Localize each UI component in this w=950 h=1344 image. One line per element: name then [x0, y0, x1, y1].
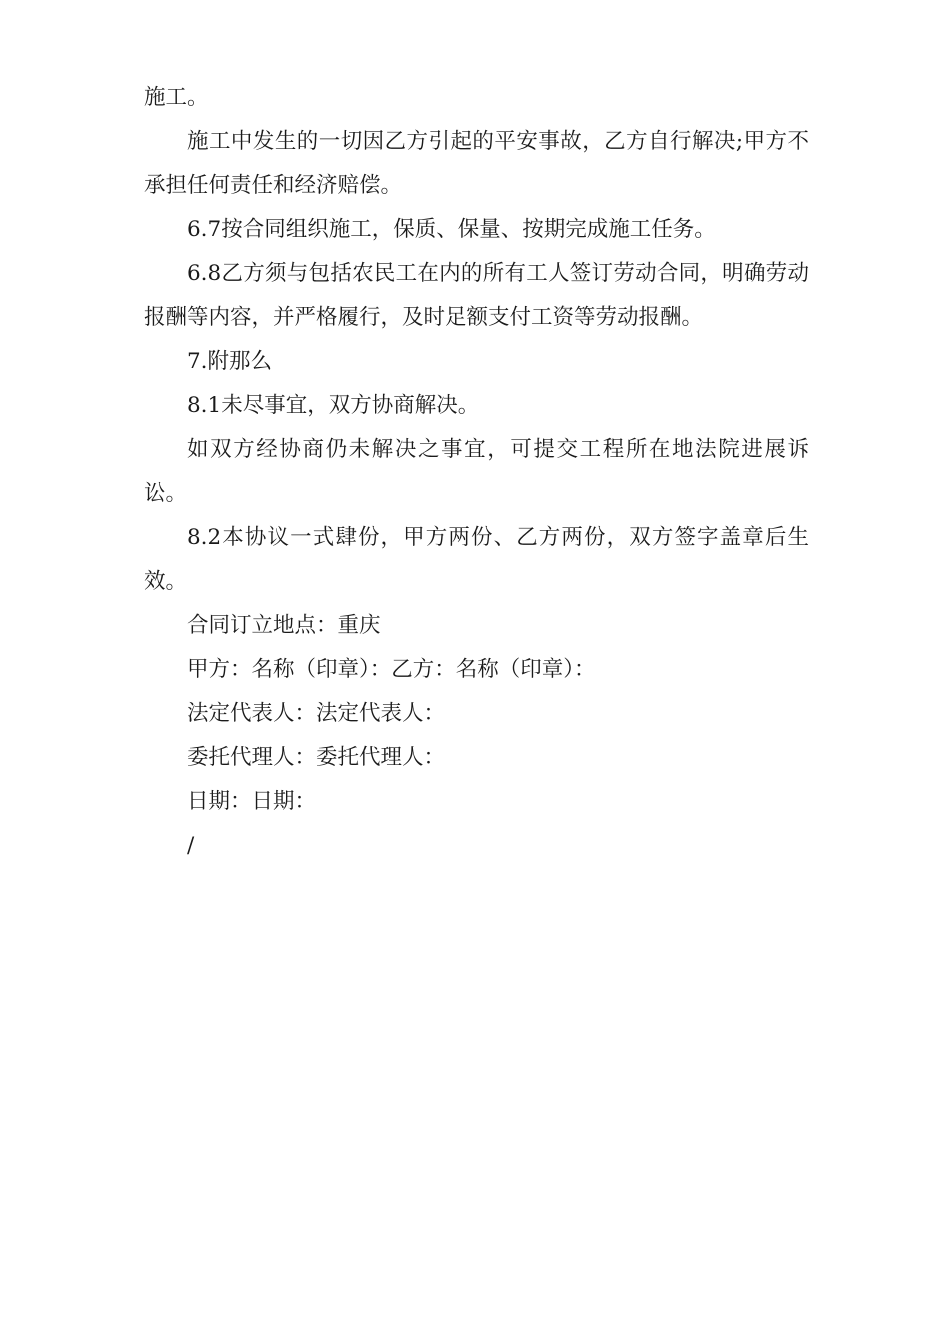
paragraph-clause-8-1: 8.1未尽事宜，双方协商解决。: [187, 393, 480, 418]
paragraph-construction-end: 施工。: [144, 85, 209, 110]
legal-representatives: 法定代表人：法定代表人：: [187, 701, 446, 726]
heading-section-7: 7.附那么: [187, 349, 273, 374]
paragraph-safety-accidents: 施工中发生的一切因乙方引起的平安事故，乙方自行解决;甲方不承担任何责任和经济赔偿。: [144, 129, 809, 198]
authorized-agents: 委托代理人：委托代理人：: [187, 745, 446, 770]
paragraph-dispute-resolution: 如双方经协商仍未解决之事宜，可提交工程所在地法院进展诉讼。: [144, 437, 809, 506]
party-names: 甲方：名称（印章）：乙方：名称（印章）：: [187, 657, 596, 682]
signing-dates: 日期：日期：: [187, 789, 317, 814]
paragraph-clause-6-7: 6.7按合同组织施工，保质、保量、按期完成施工任务。: [187, 217, 716, 242]
document-body: [144, 76, 809, 868]
paragraph-clause-6-8: 6.8乙方须与包括农民工在内的所有工人签订劳动合同，明确劳动报酬等内容，并严格履行，及时足额支付工资等劳动报酬。: [144, 261, 809, 330]
paragraph-clause-8-2: 8.2本协议一式肆份，甲方两份、乙方两份，双方签字盖章后生效。: [144, 525, 809, 594]
signing-location: 合同订立地点：重庆: [187, 613, 381, 638]
slash-mark: /: [187, 833, 195, 858]
